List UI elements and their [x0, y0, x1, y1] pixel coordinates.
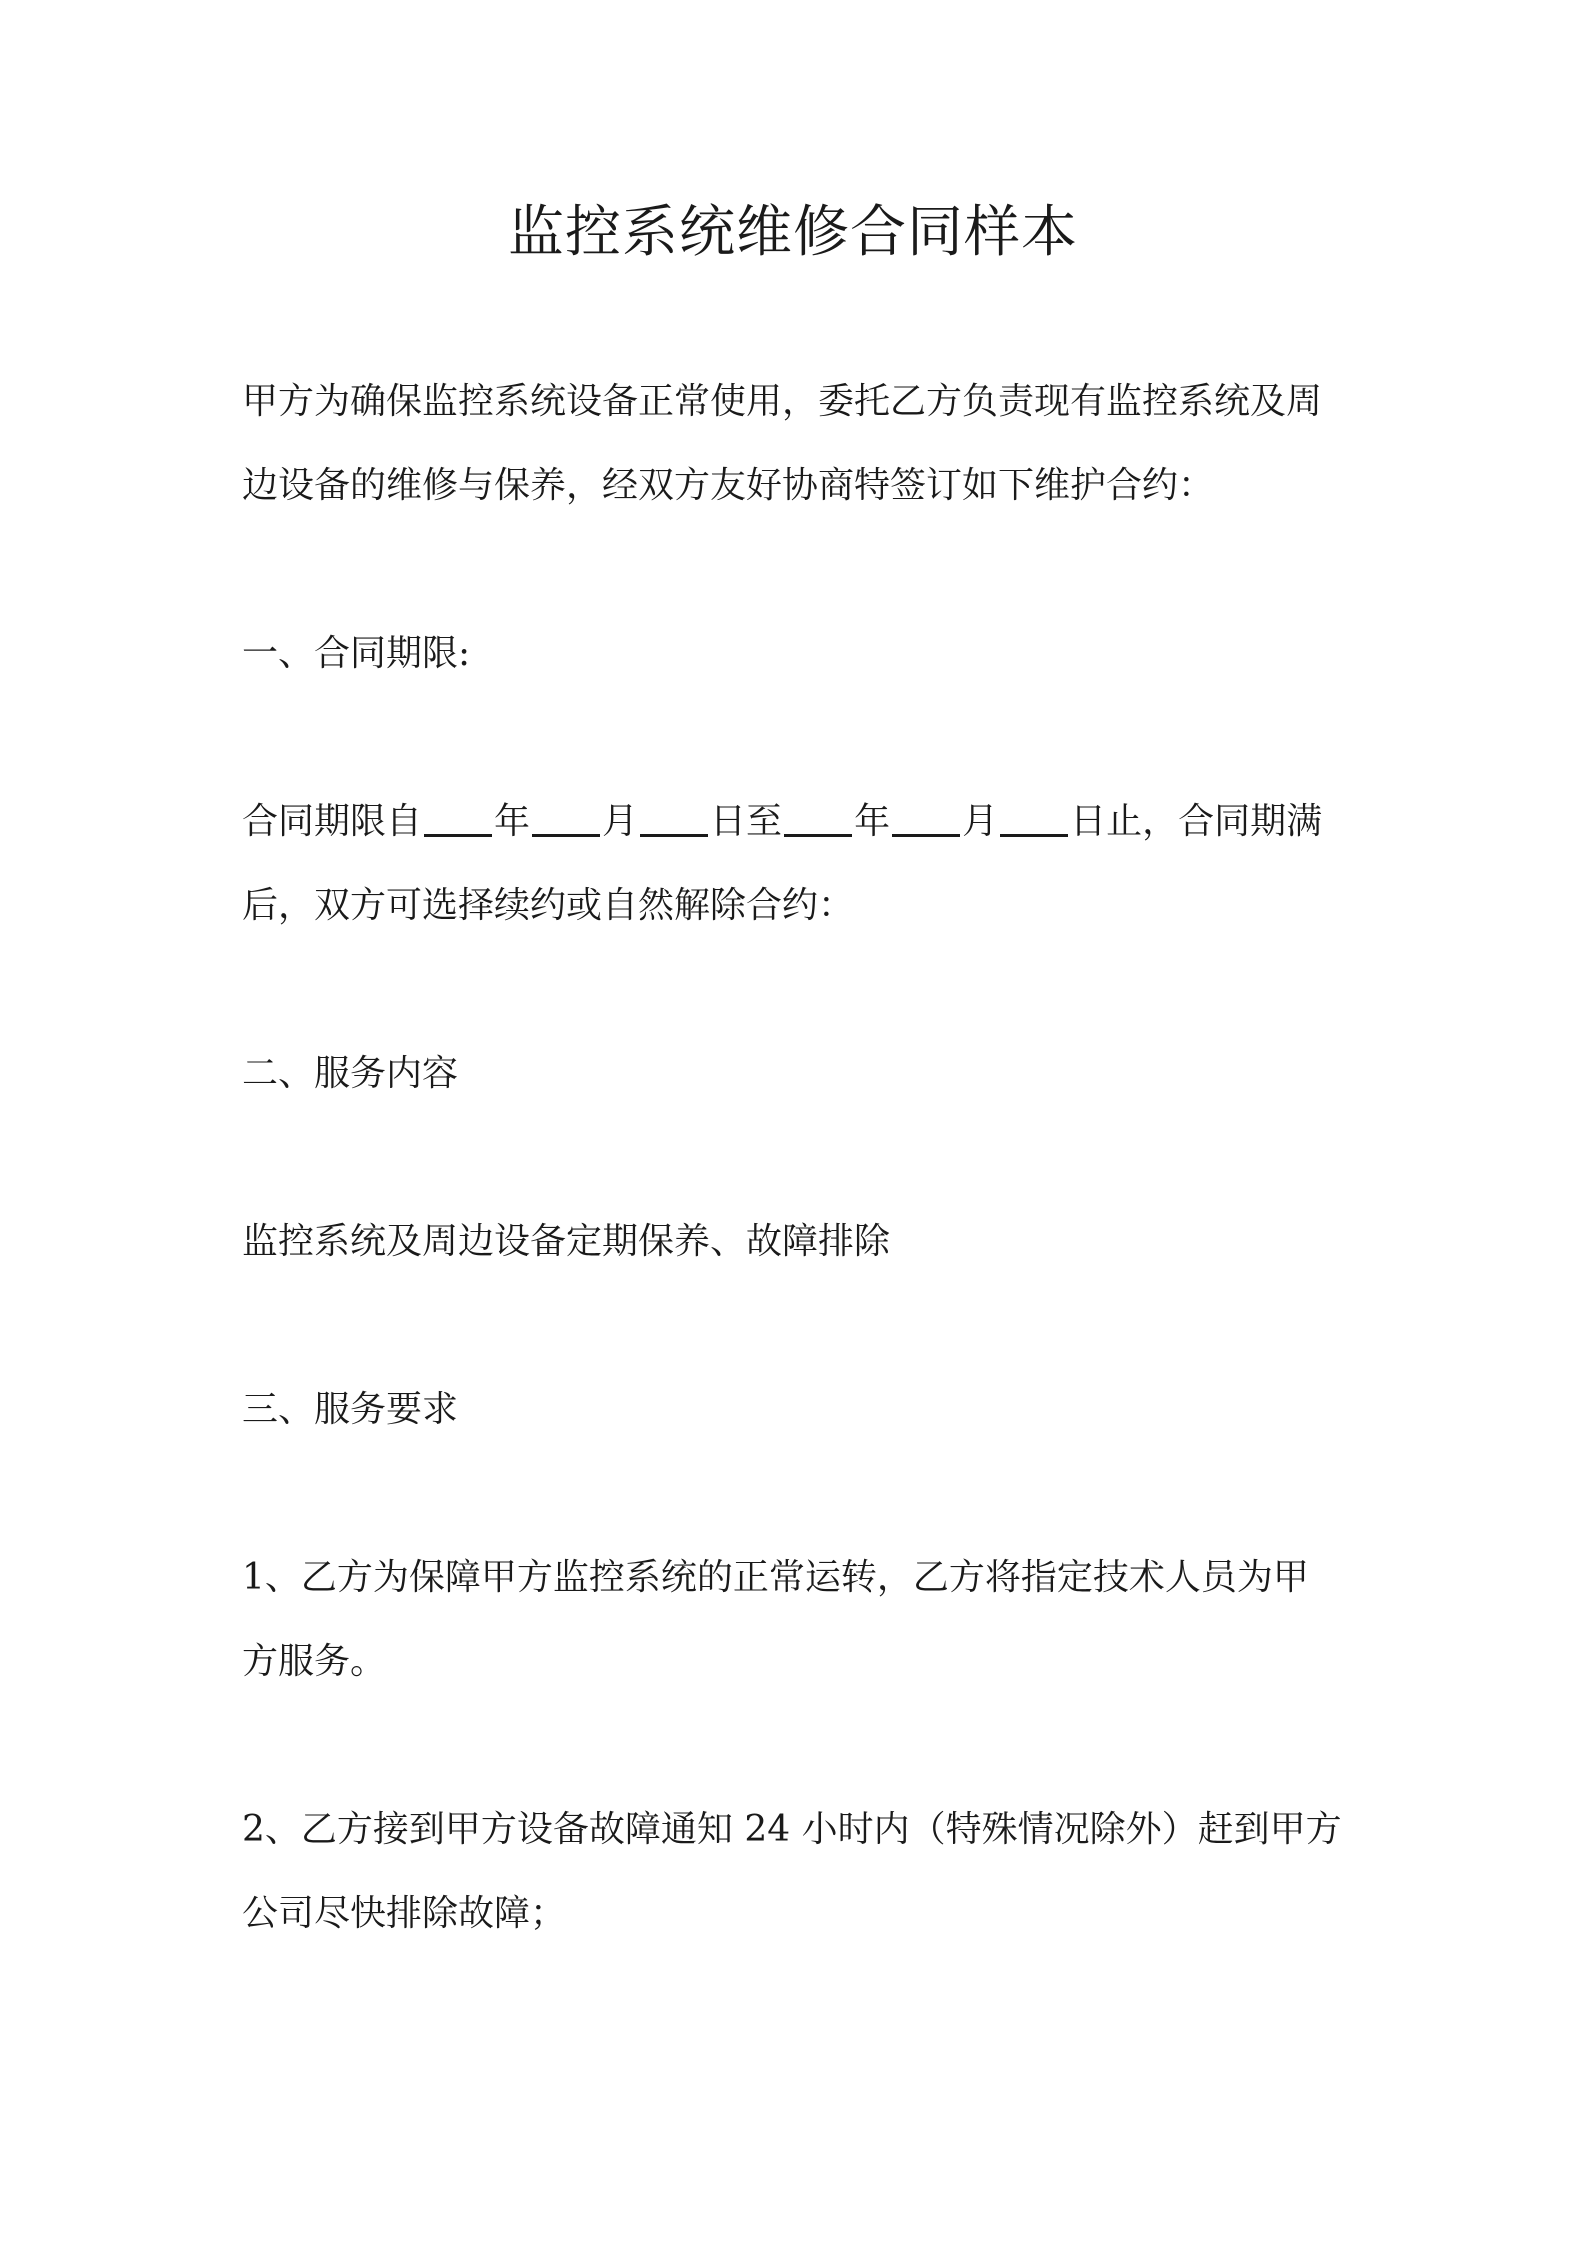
- period-year-1: 年: [494, 801, 531, 842]
- blank-end-day[interactable]: [1000, 798, 1068, 837]
- contract-period-line-2: 后，双方可选择续约或自然解除合约：: [242, 885, 855, 926]
- blank-start-month[interactable]: [532, 798, 600, 837]
- period-month-2: 月: [962, 801, 999, 842]
- intro-line-1: 甲方为确保监控系统设备正常使用，委托乙方负责现有监控系统及周: [242, 381, 1323, 422]
- period-day-2-end: 日止，合同期满: [1070, 801, 1323, 842]
- intro-line-2: 边设备的维修与保养，经双方友好协商特签订如下维护合约：: [242, 465, 1215, 506]
- requirement-1-line-2: 方服务。: [242, 1641, 387, 1682]
- requirement-2-line-2: 公司尽快排除故障；: [242, 1893, 567, 1934]
- period-prefix: 合同期限自: [242, 801, 423, 842]
- service-content: 监控系统及周边设备定期保养、故障排除: [242, 1221, 891, 1262]
- blank-end-month[interactable]: [892, 798, 960, 837]
- blank-start-day[interactable]: [640, 798, 708, 837]
- section-1-heading: 一、合同期限:: [242, 633, 471, 674]
- requirement-2-line-1: 2、乙方接到甲方设备故障通知 24 小时内（特殊情况除外）赶到甲方: [242, 1809, 1342, 1850]
- document-title: 监控系统维修合同样本: [508, 200, 1078, 265]
- blank-start-year[interactable]: [424, 798, 492, 837]
- section-2-heading: 二、服务内容: [242, 1053, 459, 1094]
- contract-period-line: [242, 798, 1322, 846]
- section-3-heading: 三、服务要求: [242, 1389, 459, 1430]
- requirement-1-line-1: 1、乙方为保障甲方监控系统的正常运转，乙方将指定技术人员为甲: [242, 1557, 1309, 1598]
- period-day-1-to: 日至: [710, 801, 783, 842]
- blank-end-year[interactable]: [784, 798, 852, 837]
- period-year-2: 年: [854, 801, 891, 842]
- period-month-1: 月: [602, 801, 639, 842]
